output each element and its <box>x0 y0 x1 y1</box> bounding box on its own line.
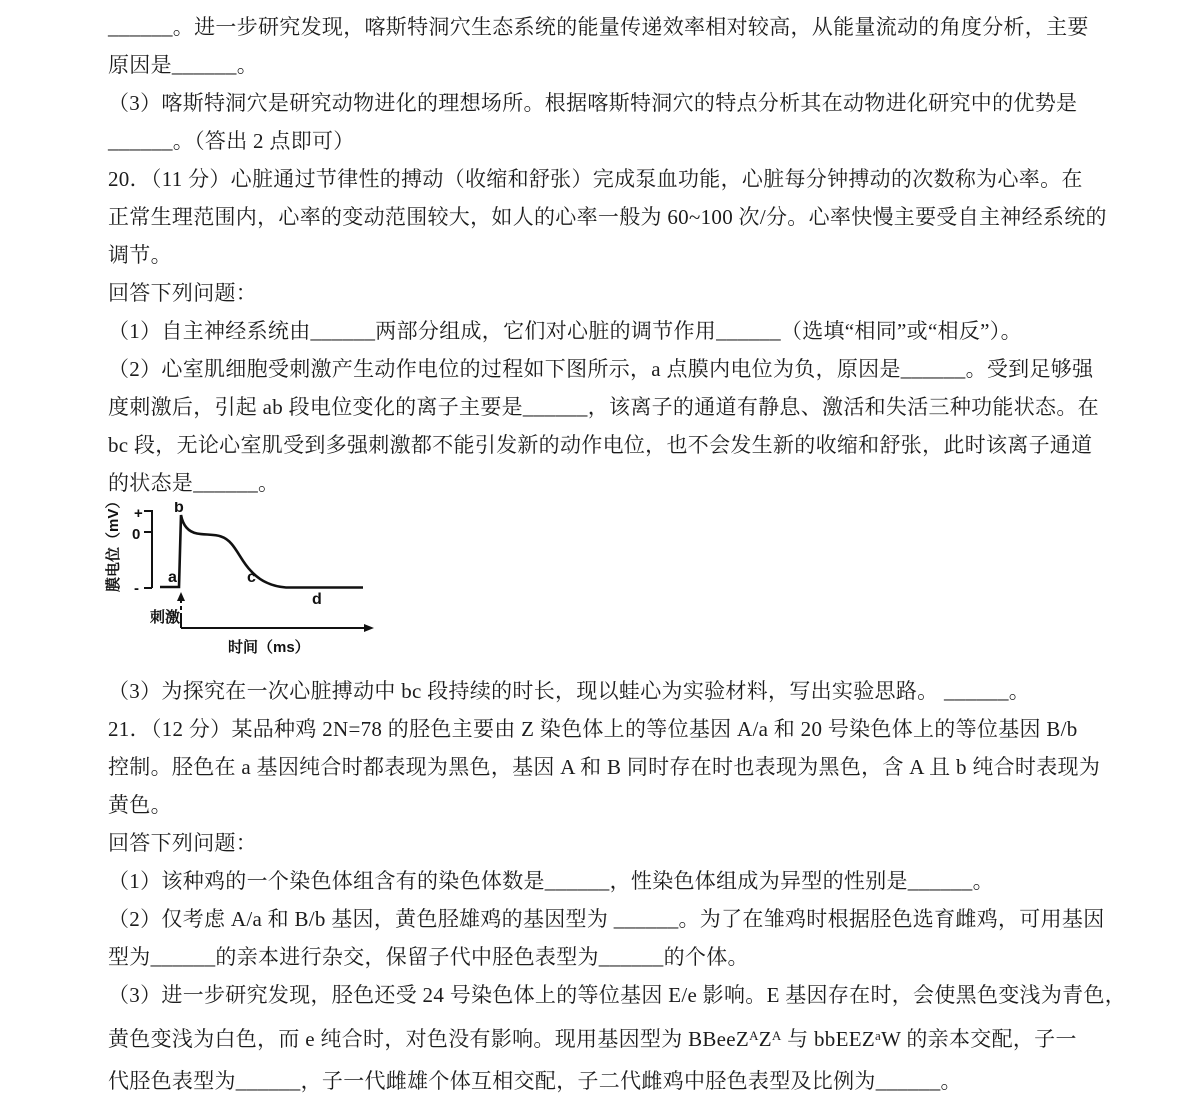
q21-part1: （1）该种鸡的一个染色体组含有的染色体数是______，性染色体组成为异型的性别是______。 <box>108 869 994 893</box>
allele-superscript: A <box>771 1028 782 1043</box>
q20-intro-line2: 正常生理范围内，心率的变动范围较大，如人的心率一般为 60~100 次/分。心率快慢主要受自主神经系统的 <box>108 205 1107 229</box>
q19-part3-line1: （3）喀斯特洞穴是研究动物进化的理想场所。根据喀斯特洞穴的特点分析其在动物进化研究中的优势是 <box>108 91 1078 115</box>
y-axis-label: 膜电位（mV） <box>105 502 122 592</box>
q19-reason-line: 原因是______。 <box>108 53 258 77</box>
q20-part2-line2: 度刺激后，引起 ab 段电位变化的离子主要是______，该离子的通道有静息、激活和失活三种功能状态。在 <box>108 395 1099 419</box>
stimulus-arrowhead <box>177 592 185 601</box>
q20-part2-line3: bc 段，无论心室肌受到多强刺激都不能引发新的动作电位，也不会发生新的收缩和舒张，此时该离子通道 <box>108 433 1093 457</box>
q19-answer-blank-line: ______。进一步研究发现，喀斯特洞穴生态系统的能量传递效率相对较高，从能量流动的角度分析，主要 <box>108 15 1089 39</box>
x-axis-arrowhead <box>364 624 374 632</box>
q21-intro-line2: 控制。胫色在 a 基因纯合时都表现为黑色，基因 A 和 B 同时存在时也表现为黑色，含 A 且 b 纯合时表现为 <box>108 755 1101 779</box>
q20-intro-line3: 调节。 <box>108 243 172 267</box>
genotype-text-segment: W 的亲本交配，子一 <box>881 1027 1077 1051</box>
q20-part1: （1）自主神经系统由______两部分组成，它们对心脏的调节作用______（选填“相同”或“相反”）。 <box>108 319 1022 343</box>
y-tick-plus-label: + <box>134 505 143 522</box>
allele-superscript: a <box>875 1028 882 1043</box>
genotype-text-segment: 黄色变浅为白色，而 e 纯合时，对色没有影响。现用基因型为 BBeeZ <box>108 1027 750 1051</box>
point-a-label: a <box>168 569 177 586</box>
y-tick-zero-label: 0 <box>132 526 141 543</box>
q21-prompt: 回答下列问题： <box>108 831 258 855</box>
q21-part2-line2: 型为______的亲本进行杂交，保留子代中胫色表型为______的个体。 <box>108 945 749 969</box>
action-potential-figure <box>98 502 1090 672</box>
action-potential-plot <box>98 502 488 672</box>
q21-part3-line1: （3）进一步研究发现，胫色还受 24 号染色体上的等位基因 E/e 影响。E 基因存在时，会使黑色变浅为青色， <box>108 983 1127 1007</box>
stimulus-label: 刺激 <box>150 609 181 626</box>
point-d-label: d <box>312 591 322 608</box>
q21-part2-line1: （2）仅考虑 A/a 和 B/b 基因，黄色胫雄鸡的基因型为 ______。为了在雏鸡时根据胫色选育雌鸡，可用基因 <box>108 907 1105 931</box>
q20-intro-line1: 20．（11 分）心脏通过节律性的搏动（收缩和舒张）完成泵血功能，心脏每分钟搏动的次数称为心率。在 <box>108 167 1083 191</box>
q20-part2-line1: （2）心室肌细胞受刺激产生动作电位的过程如下图所示，a 点膜内电位为负，原因是______。受到足够强 <box>108 357 1094 381</box>
q20-part3: （3）为探究在一次心脏搏动中 bc 段持续的时长，现以蛙心为实验材料，写出实验思路。 ______。 <box>108 679 1031 703</box>
genotype-text-segment: Z <box>758 1027 772 1051</box>
q19-part3-line2: ______。（答出 2 点即可） <box>108 129 355 153</box>
genotype-text-segment: 与 bbEEZ <box>781 1027 875 1051</box>
q20-prompt: 回答下列问题： <box>108 281 258 305</box>
y-tick-minus-label: - <box>134 580 139 597</box>
x-axis-label: 时间（ms） <box>228 639 310 656</box>
q21-intro-line3: 黄色。 <box>108 793 172 817</box>
point-b-label: b <box>174 502 184 516</box>
membrane-potential-curve <box>160 515 363 588</box>
q20-part2-line4: 的状态是______。 <box>108 471 280 495</box>
q21-part3-line2 <box>108 1020 1090 1058</box>
allele-superscript: A <box>749 1028 759 1043</box>
q21-intro-line1: 21．（12 分）某品种鸡 2N=78 的胫色主要由 Z 染色体上的等位基因 A/a 和 20 号染色体上的等位基因 B/b <box>108 717 1078 741</box>
q21-part3-line3: 代胫色表型为______，子一代雌雄个体互相交配，子二代雌鸡中胫色表型及比例为______。 <box>108 1069 962 1093</box>
point-c-label: c <box>247 569 256 586</box>
